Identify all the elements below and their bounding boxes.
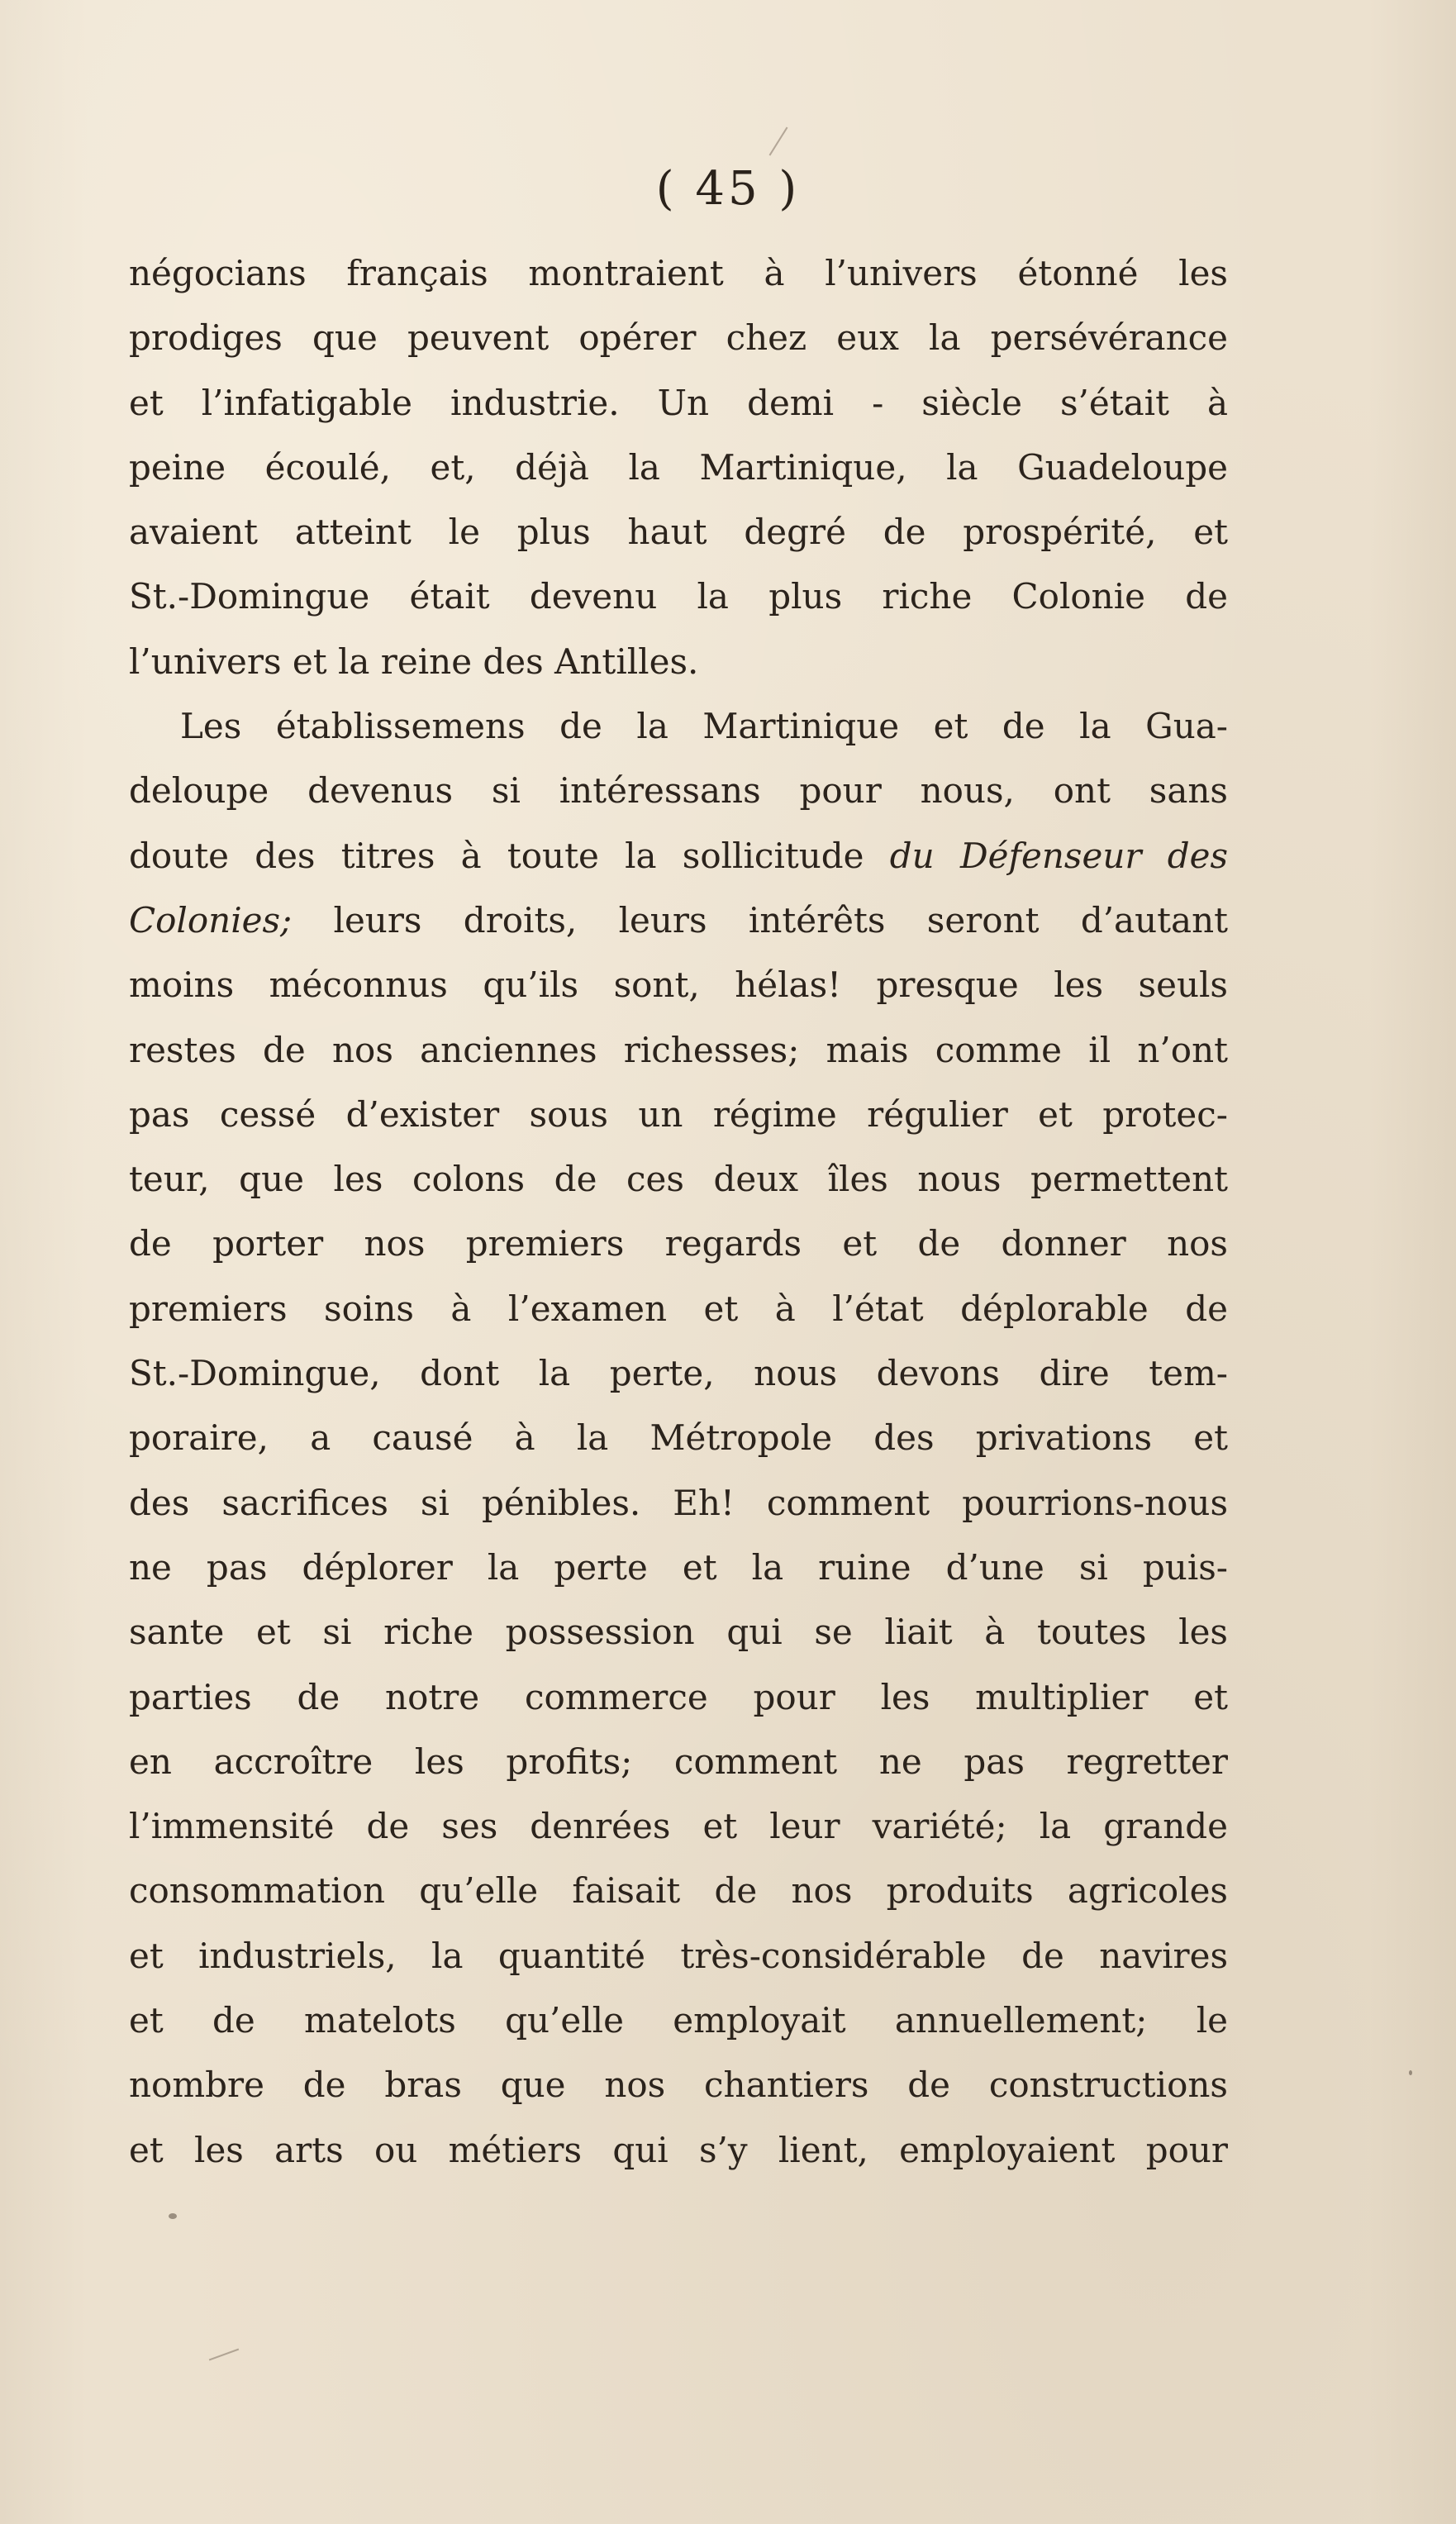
text-line: nombre de bras que nos chantiers de constructions xyxy=(129,2064,1228,2106)
text-line: restes de nos anciennes richesses; mais comme il n’ont xyxy=(129,1029,1228,1070)
text-line: l’univers et la reine des Antilles. xyxy=(129,641,699,682)
text-line: pas cessé d’exister sous un régime régulier et protec- xyxy=(129,1093,1228,1135)
paragraph-start-line: Les établissemens de la Martinique et de la Gua- xyxy=(180,706,1228,747)
text-line: deloupe devenus si intéressans pour nous, ont sans xyxy=(129,770,1228,812)
text-line: prodiges que peuvent opérer chez eux la persévérance xyxy=(129,317,1228,359)
text-line: poraire, a causé à la Métropole des privations et xyxy=(129,1417,1228,1459)
text-line: de porter nos premiers regards et de donner nos xyxy=(129,1223,1228,1264)
pen-stroke-mark xyxy=(209,2349,239,2361)
pen-stroke-mark xyxy=(769,127,788,156)
text-line: premiers soins à l’examen et à l’état déplorable de xyxy=(129,1288,1228,1329)
text-line: négocians français montraient à l’univers étonné les xyxy=(129,253,1228,293)
text-line-with-italic xyxy=(129,824,1228,888)
text-line-with-italic xyxy=(129,888,1228,953)
text-line: parties de notre commerce pour les multiplier et xyxy=(129,1676,1228,1717)
text-line: St.-Domingue, dont la perte, nous devons dire tem- xyxy=(129,1353,1228,1394)
text-line: consommation qu’elle faisait de nos produits agricoles xyxy=(129,1870,1228,1912)
text-line: et industriels, la quantité très-considérable de navires xyxy=(129,1935,1228,1976)
text-line: teur, que les colons de ces deux îles nous permettent xyxy=(129,1159,1228,1200)
ink-speck xyxy=(169,2213,177,2219)
page-number: ( 45 ) xyxy=(655,162,801,216)
text-line: peine écoulé, et, déjà la Martinique, la Guadeloupe xyxy=(129,446,1228,488)
text-line: St.-Domingue était devenu la plus riche Colonie de xyxy=(129,576,1228,617)
text-segment: leurs droits, leurs intérêts seront d’autant xyxy=(333,899,1228,941)
text-line: et l’infatigable industrie. Un demi - siècle s’était à xyxy=(129,382,1228,423)
body-text xyxy=(129,241,1228,2183)
text-line: avaient atteint le plus haut degré de prospérité, et xyxy=(129,512,1228,553)
text-line: et de matelots qu’elle employait annuellement; le xyxy=(129,2000,1228,2041)
text-segment: doute des titres à toute la sollicitude xyxy=(129,835,864,876)
ink-speck xyxy=(1409,2070,1412,2075)
text-line: en accroître les profits; comment ne pas regretter xyxy=(129,1741,1228,1782)
text-line: moins méconnus qu’ils sont, hélas! presque les seuls xyxy=(129,964,1228,1006)
text-line: et les arts ou métiers qui s’y lient, employaient pour xyxy=(129,2129,1228,2170)
italic-phrase: Colonies; xyxy=(129,899,293,941)
text-line: l’immensité de ses denrées et leur variété; la grande xyxy=(129,1806,1228,1847)
text-line: ne pas déplorer la perte et la ruine d’une si puis- xyxy=(129,1546,1228,1588)
text-line: des sacrifices si pénibles. Eh! comment pourrions-nous xyxy=(129,1482,1228,1523)
italic-phrase: du Défenseur des xyxy=(889,835,1228,876)
text-line: sante et si riche possession qui se liait à toutes les xyxy=(129,1612,1228,1653)
